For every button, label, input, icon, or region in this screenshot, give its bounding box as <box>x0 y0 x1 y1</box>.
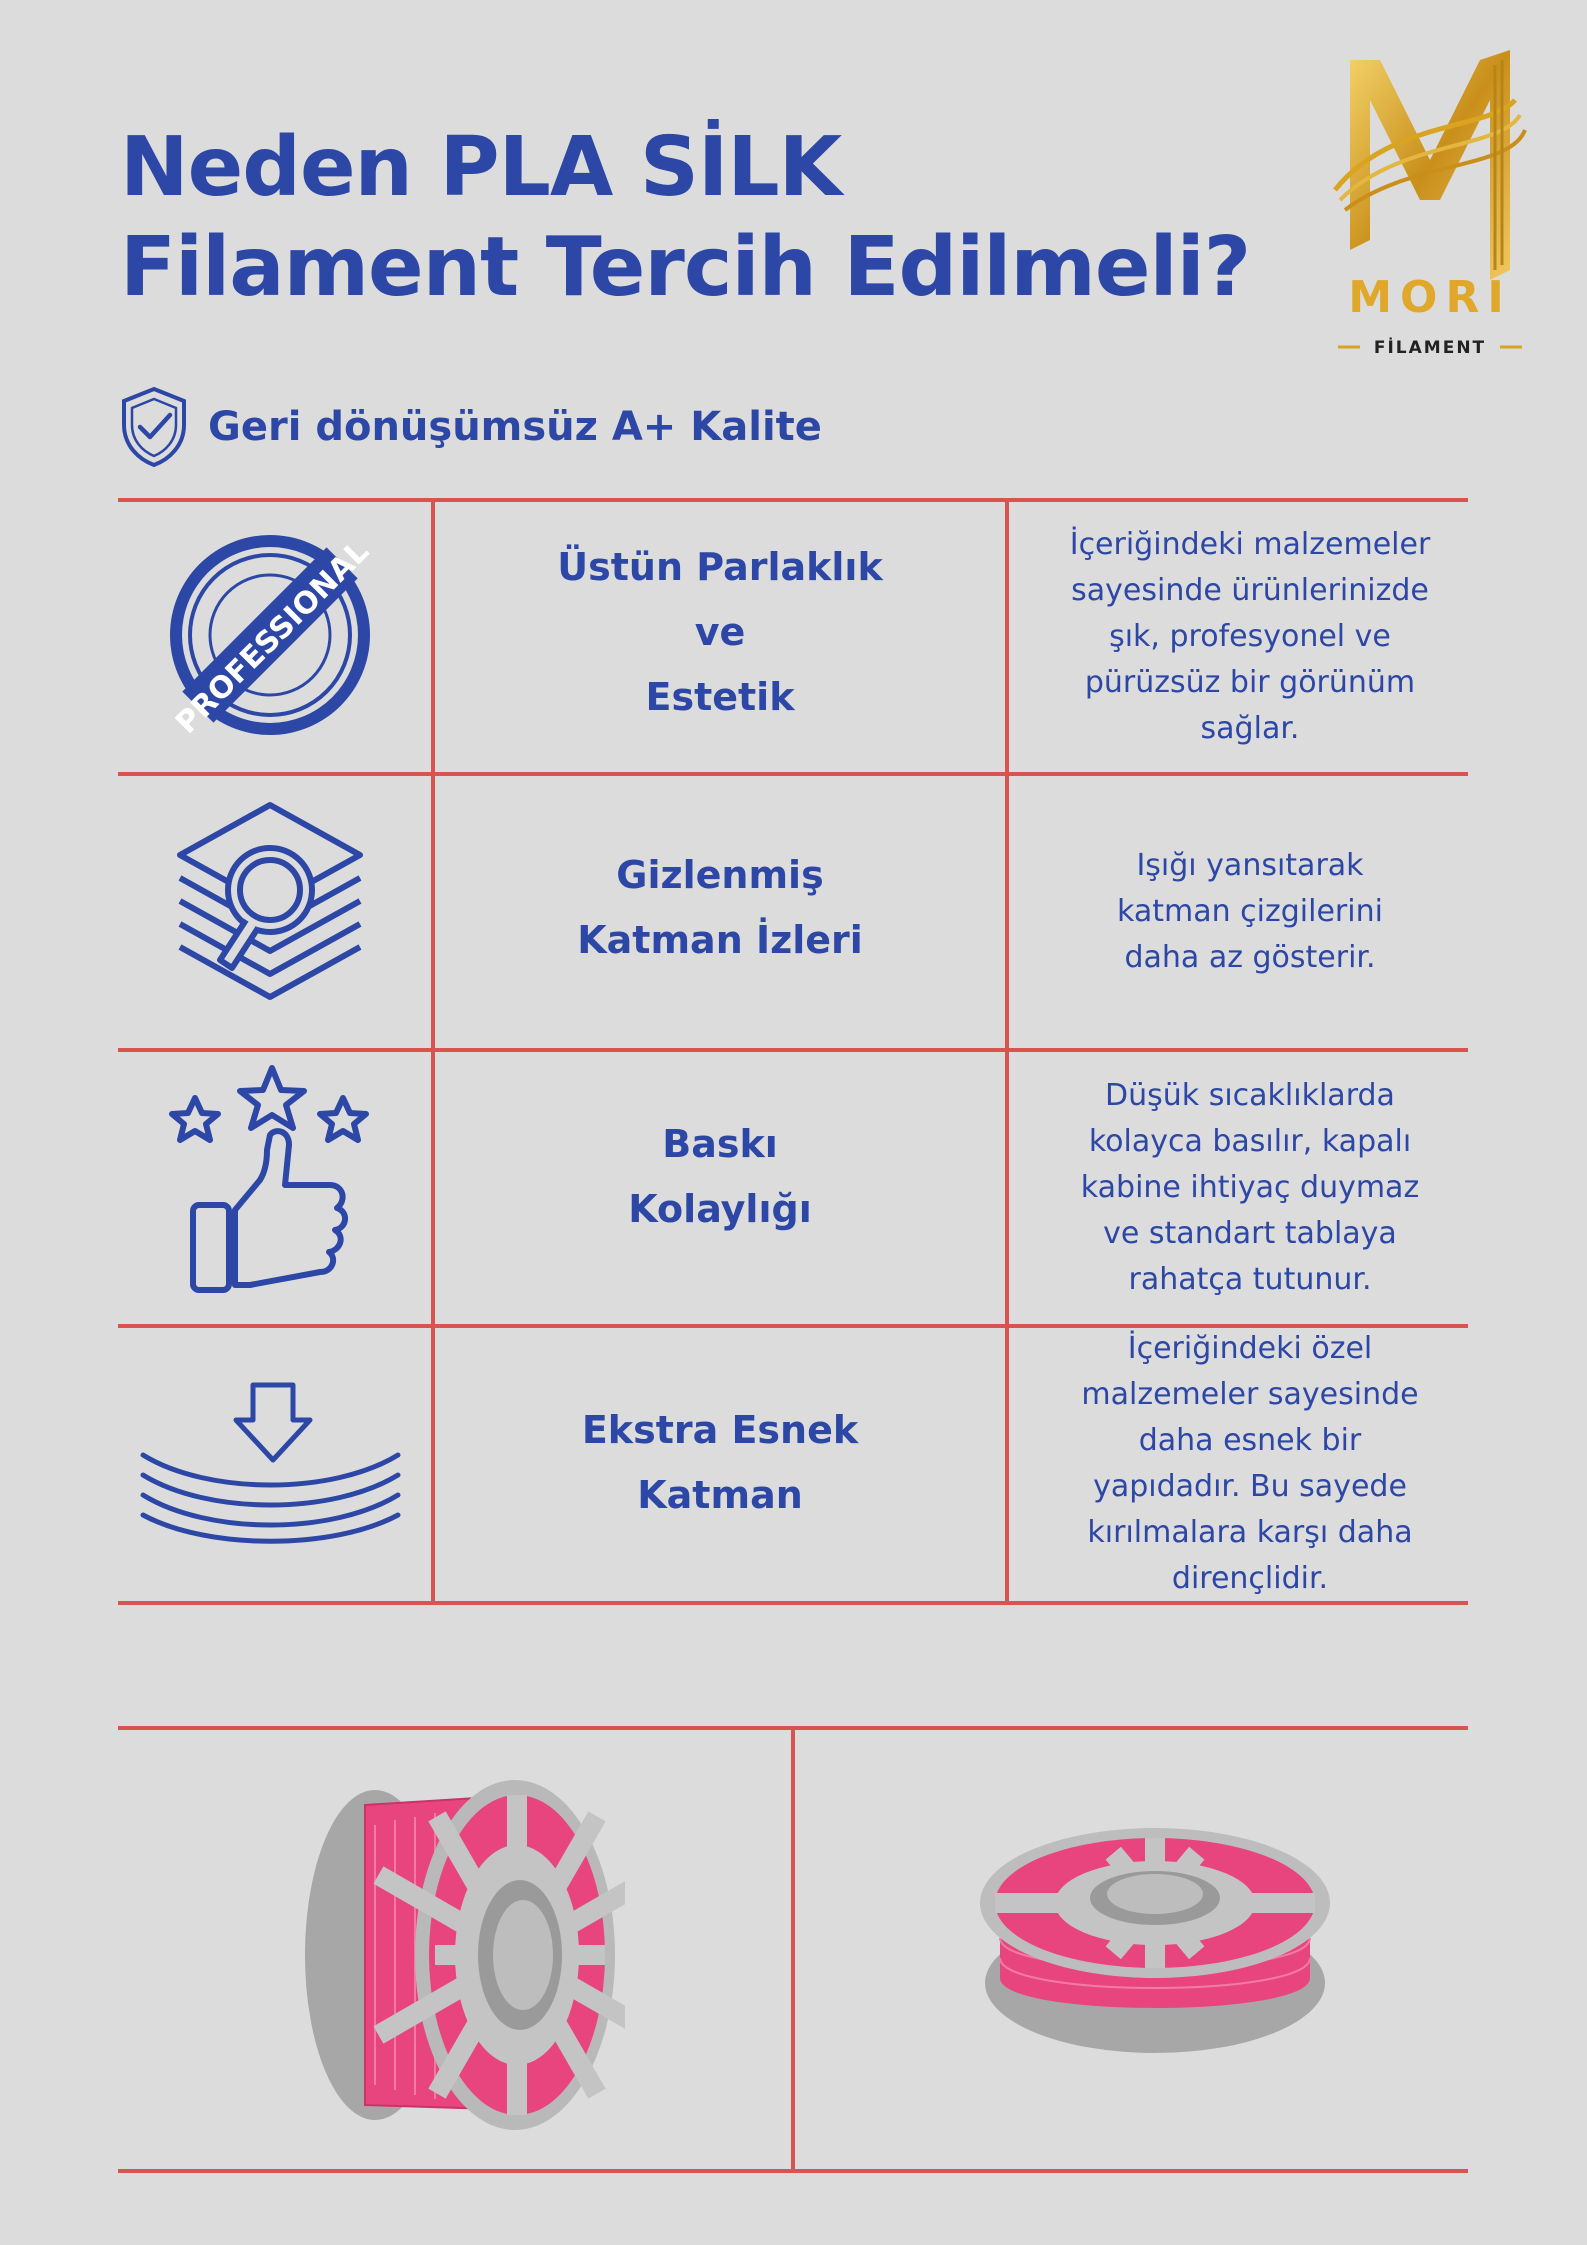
logo-brand-text: MORI <box>1348 272 1512 323</box>
shield-check-icon <box>118 385 190 469</box>
feature-title-4: Ekstra Esnek Katman <box>581 1408 859 1517</box>
feature-desc-4: İçeriğindeki özel malzemeler sayesinde daha esnek bir yapıdadır. Bu sayede kırılmalara karşı daha dirençlidir. <box>1081 1331 1419 1596</box>
logo-sub-text: FİLAMENT <box>1373 338 1487 358</box>
feature-desc-2: Işığı yansıtarak katman çizgilerini daha az gösterir. <box>1117 848 1383 975</box>
table-line-v2 <box>1005 498 1009 1605</box>
feature-title-3: Baskı Kolaylığı <box>628 1122 812 1231</box>
table-line-h0 <box>118 498 1468 502</box>
professional-stamp-icon <box>160 525 380 749</box>
layers-magnifier-icon <box>170 800 370 1024</box>
quality-badge <box>118 385 822 469</box>
stamp-text: PROFESSIONAL <box>169 534 376 741</box>
quality-badge-label: Geri dönüşümsüz A+ Kalite <box>208 404 822 450</box>
page-title <box>120 118 1320 318</box>
feature-desc-1: İçeriğindeki malzemeler sayesinde ürünlerinizde şık, profesyonel ve pürüzsüz bir görünüm sağlar. <box>1069 527 1431 746</box>
title-line-2: Filament Tercih Edilmeli? <box>120 220 1251 315</box>
table-line-h1 <box>118 772 1468 776</box>
thumbs-up-stars-icon <box>165 1060 385 1304</box>
mori-logo <box>1330 40 1530 360</box>
filament-spool-standing-icon <box>285 1765 625 2144</box>
product-line-mid <box>791 1726 795 2173</box>
feature-title-1: Üstün Parlaklık ve Estetik <box>557 545 883 719</box>
feature-desc-3: Düşük sıcaklıklarda kolayca basılır, kapalı kabine ihtiyaç duymaz ve standart tablaya rahatça tutunur. <box>1080 1078 1420 1297</box>
table-line-h2 <box>118 1048 1468 1052</box>
mori-m-logo-icon <box>1330 40 1530 360</box>
flexible-layers-arrow-icon <box>138 1380 403 1554</box>
filament-spool-flat-icon <box>975 1808 1335 2072</box>
feature-title-2: Gizlenmiş Katman İzleri <box>577 853 863 962</box>
title-line-1: Neden PLA SİLK <box>120 120 842 215</box>
